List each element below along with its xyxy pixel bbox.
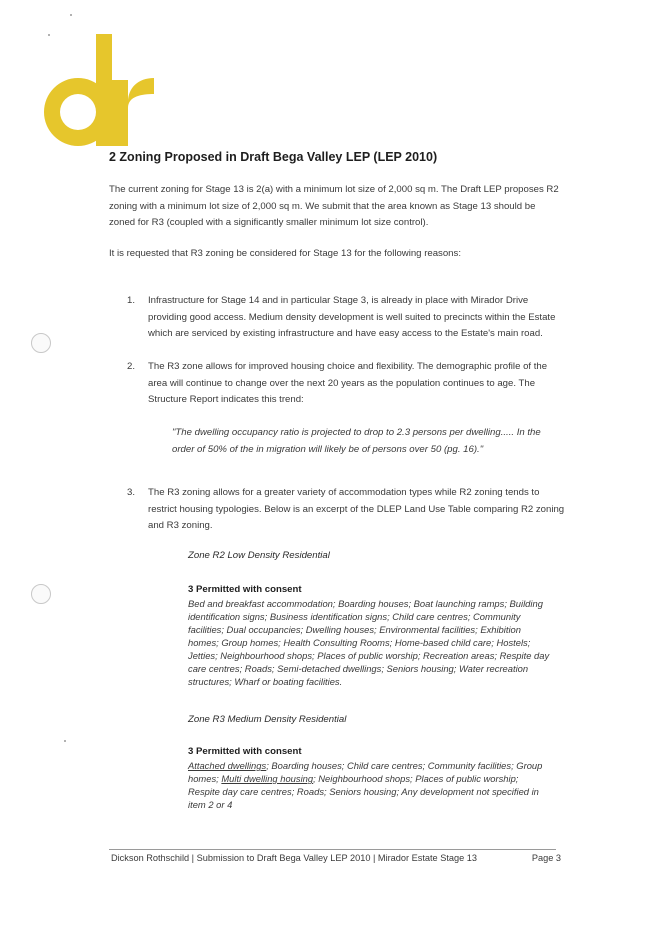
list-text: The R3 zoning allows for a greater variety of accommodation types while R2 zoning tends to restrict housing typologies. Below is an excerpt of the DLEP Land Use Table comparing R2 zoning and R3 zoning. xyxy=(148,487,565,531)
list-number: 1. xyxy=(127,295,136,306)
footer-text: Dickson Rothschild | Submission to Draft Bega Valley LEP 2010 | Mirador Estate Stage 13 xyxy=(111,853,477,863)
zone-r2-permit-heading: 3 Permitted with consent xyxy=(188,584,302,595)
attached-dwellings-text: Attached dwellings xyxy=(188,760,267,771)
zone-r3-permit-heading: 3 Permitted with consent xyxy=(188,746,302,757)
permit-text-part: ; Neighbourhood shops; Places of public worship; Respite day care centres; Roads; Seniors housing; Any development not specified in item 2 or 4 xyxy=(188,773,539,810)
list-text: Infrastructure for Stage 14 and in particular Stage 3, is already in place with Mirador Drive providing good access. Medium density development is well suited to precincts within the Estate which are serviced by existing infrastructure and have easy access to the Estate's main road. xyxy=(148,295,556,339)
zone-r2-permit-text: Bed and breakfast accommodation; Boarding houses; Boat launching ramps; Building identification signs; Business identification signs; Child care centres; Community facilities; Dual occupancies; Dwelling houses; Environmental facilities; Exhibition homes; Group homes; Health Consulting Rooms; Home-based child care; Hostels; Jetties; Neighbourhood shops; Places of public worship; Recreation areas; Respite day care centres; Roads; Semi-detached dwellings; Seniors housing; Water recreation structures; Wharf or boating facilities. xyxy=(188,598,550,687)
list-text: The R3 zone allows for improved housing choice and flexibility. The demographic profile of the area will continue to change over the next 20 years as the population continues to age. The Structure Report indicates this trend: xyxy=(148,361,548,405)
multi-dwelling-housing-text: Multi dwelling housing xyxy=(221,773,314,784)
list-number: 2. xyxy=(127,361,136,372)
structure-report-quote: "The dwelling occupancy ratio is projected to drop to 2.3 persons per dwelling..... In the order of 50% of the in migration will likely be of persons over 50 (pg. 16)." xyxy=(172,427,541,455)
intro-paragraph: The current zoning for Stage 13 is 2(a) with a minimum lot size of 2,000 sq m. The Draft LEP proposes R2 zoning with a minimum lot size of 2,000 sq m. We submit that the area known as Stage 13 should be zoned for R3 (coupled with a significantly smaller minimum lot size control). xyxy=(109,184,559,228)
scan-speck xyxy=(70,14,72,16)
zone-r3-title: Zone R3 Medium Density Residential xyxy=(188,714,347,725)
zone-r2-title: Zone R2 Low Density Residential xyxy=(188,550,330,561)
list-number: 3. xyxy=(127,487,136,498)
request-paragraph: It is requested that R3 zoning be considered for Stage 13 for the following reasons: xyxy=(109,248,461,259)
footer-rule xyxy=(109,849,556,850)
page-number: Page 3 xyxy=(531,853,561,863)
scan-speck xyxy=(48,34,50,36)
dr-logo xyxy=(38,30,158,155)
punch-hole xyxy=(31,333,51,353)
dr-logo-graphic xyxy=(38,30,158,155)
zone-r3-permit-text xyxy=(188,759,550,811)
section-heading: 2 Zoning Proposed in Draft Bega Valley LEP (LEP 2010) xyxy=(109,150,438,164)
page-footer xyxy=(111,853,561,863)
scan-speck xyxy=(64,740,66,742)
punch-hole xyxy=(31,584,51,604)
permit-text-part: ; Boarding houses; Child care centres; Community facilities; Group homes; xyxy=(188,760,543,784)
